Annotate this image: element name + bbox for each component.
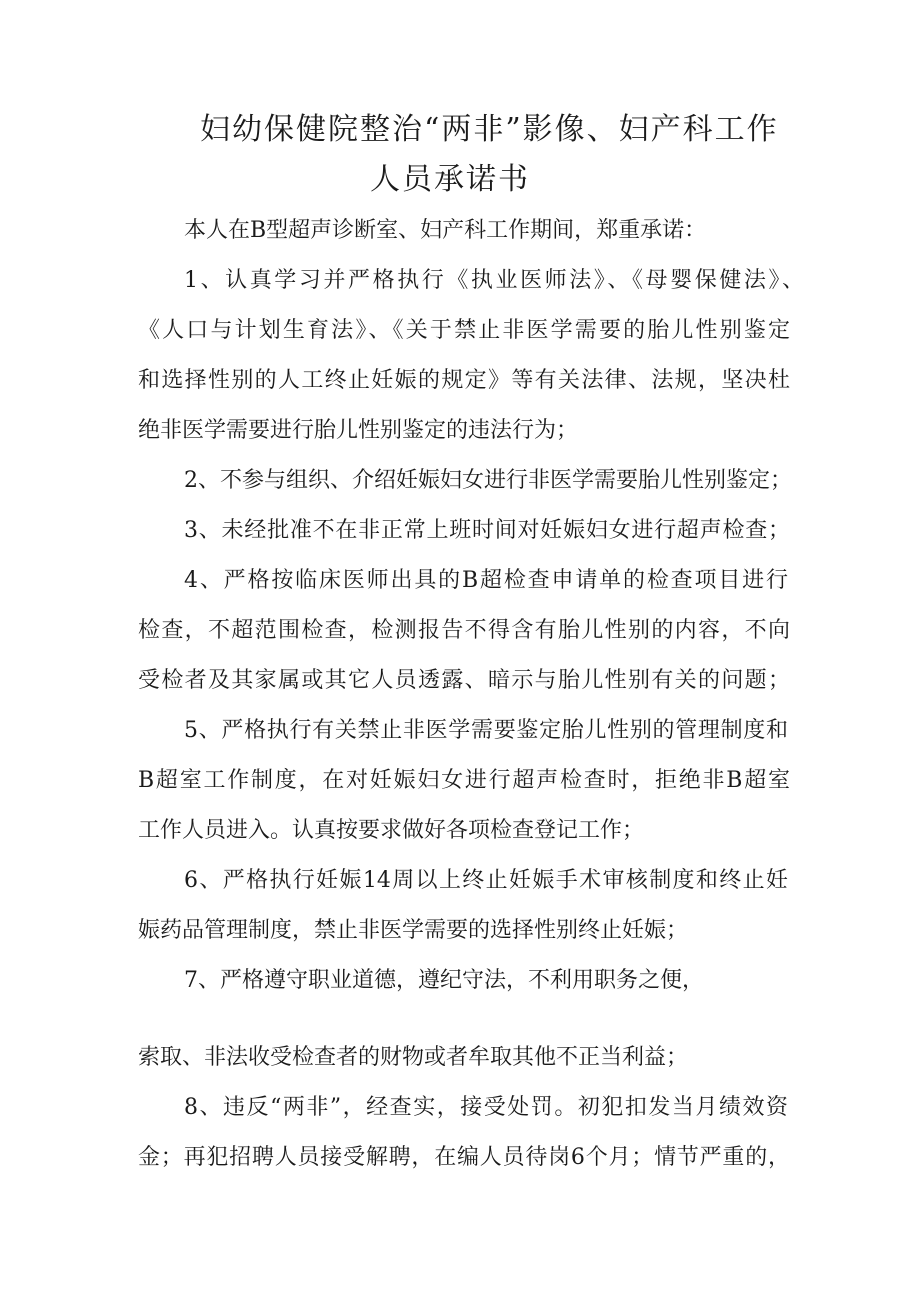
- title-line-2: 人员承诺书: [370, 162, 530, 197]
- item-3-line-1: 3、未经批准不在非正常上班时间对妊娠妇女进行超声检查；: [184, 518, 790, 543]
- item-7-line-1: 7、严格遵守职业道德，遵纪守法，不利用职务之便，: [184, 968, 704, 993]
- item-1-line-4: 绝非医学需要进行胎儿性别鉴定的违法行为；: [138, 418, 579, 443]
- item-4-line-3: 受检者及其家属或其它人员透露、暗示与胎儿性别有关的问题；: [138, 668, 790, 693]
- item-5-line-2: B超室工作制度，在对妊娠妇女进行超声检查时，拒绝非B超室: [138, 768, 790, 793]
- item-8-line-2: 金；再犯招聘人员接受解聘，在编人员待岗6个月；情节严重的，: [138, 1145, 790, 1170]
- item-8-line-1: 8、违反“两非”，经查实，接受处罚。初犯扣发当月绩效资: [184, 1095, 788, 1120]
- item-4-line-1: 4、严格按临床医师出具的B超检查申请单的检查项目进行: [184, 568, 788, 593]
- item-1-line-2: 《人口与计划生育法》、《关于禁止非医学需要的胎儿性别鉴定: [138, 318, 790, 343]
- title-line-1: 妇幼保健院整治“两非”影像、妇产科工作: [200, 112, 779, 147]
- item-1-line-1: 1、认真学习并严格执行《执业医师法》、《母婴保健法》、: [184, 268, 804, 293]
- item-4-line-2: 检查，不超范围检查，检测报告不得含有胎儿性别的内容，不向: [138, 618, 790, 643]
- item-1-line-3: 和选择性别的人工终止妊娠的规定》等有关法律、法规，坚决杜: [138, 368, 790, 393]
- item-5-line-1: 5、严格执行有关禁止非医学需要鉴定胎儿性别的管理制度和: [184, 718, 788, 743]
- item-7-line-2: 索取、非法收受检查者的财物或者牟取其他不正当利益；: [138, 1045, 689, 1070]
- item-2-line-1: 2、不参与组织、介绍妊娠妇女进行非医学需要胎儿性别鉴定；: [184, 468, 792, 493]
- item-5-line-3: 工作人员进入。认真按要求做好各项检查登记工作；: [138, 818, 645, 843]
- item-6-line-2: 娠药品管理制度，禁止非医学需要的选择性别终止妊娠；: [138, 918, 689, 943]
- intro-line: 本人在B型超声诊断室、妇产科工作期间，郑重承诺：: [184, 218, 707, 243]
- item-6-line-1: 6、严格执行妊娠14周以上终止妊娠手术审核制度和终止妊: [184, 868, 788, 893]
